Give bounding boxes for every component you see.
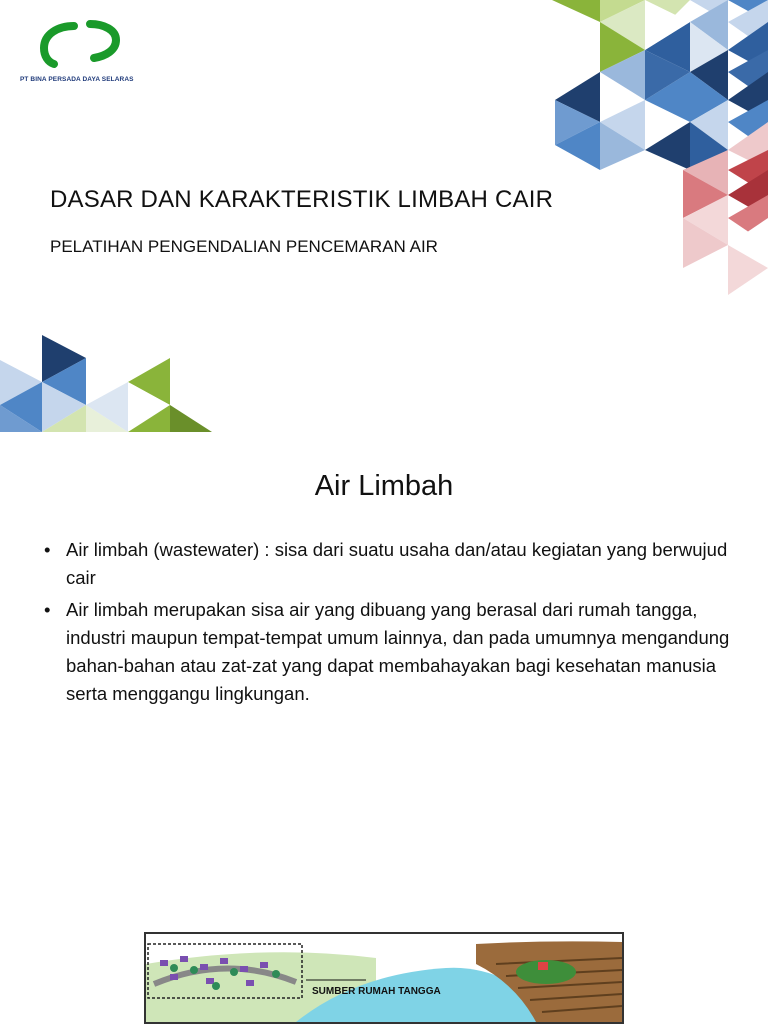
wastewater-source-illustration [144, 932, 624, 1024]
bullet-item: • Air limbah (wastewater) : sisa dari suatu usaha dan/atau kegiatan yang berwujud cair [44, 536, 734, 592]
illustration-label: SUMBER RUMAH TANGGA [312, 986, 441, 997]
bullet-list [44, 536, 734, 712]
content-slide [0, 432, 768, 1024]
company-logo [20, 18, 140, 88]
geometric-pattern-bottom-left [0, 330, 215, 432]
geometric-pattern-top-right [552, 0, 768, 300]
slide-subtitle: PELATIHAN PENGENDALIAN PENCEMARAN AIR [50, 237, 438, 256]
landscape-illustration [146, 934, 622, 1022]
slide-heading: Air Limbah [314, 470, 454, 502]
title-slide [0, 0, 768, 432]
bullet-item: • Air limbah merupakan sisa air yang dibuang yang berasal dari rumah tangga, industri maupun tempat-tempat umum lainnya, dan pada umumnya mengandung bahan-bahan atau zat-zat yang dapat membahayakan bagi kesehatan manusia serta menggangu lingkungan. [44, 596, 734, 708]
logo-mark-icon [36, 18, 126, 76]
slide-title: DASAR DAN KARAKTERISTIK LIMBAH CAIR [50, 186, 554, 213]
company-name: PT BINA PERSADA DAYA SELARAS [20, 76, 134, 83]
